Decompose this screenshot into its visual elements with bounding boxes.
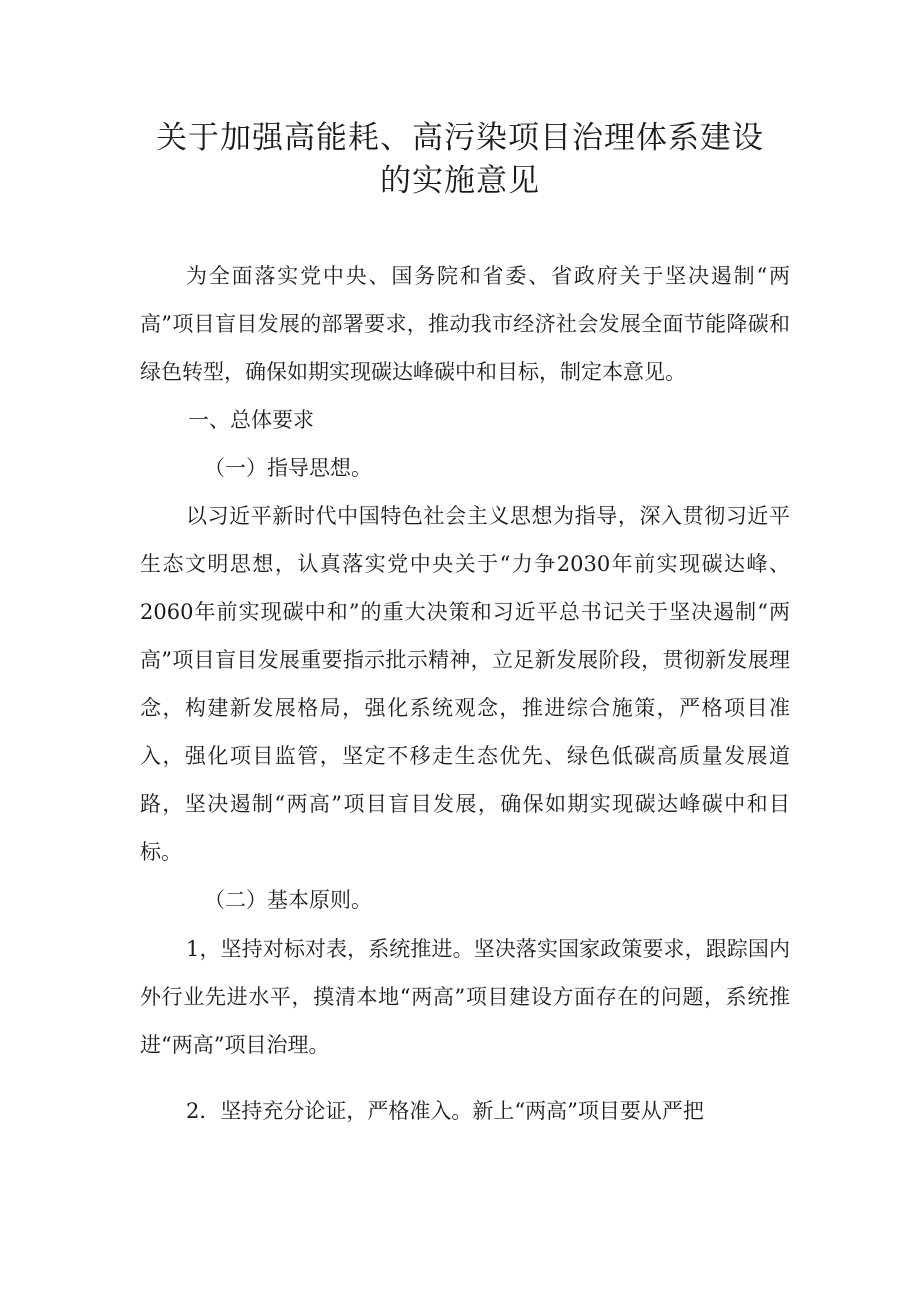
- intro-paragraph: 为全面落实党中央、国务院和省委、省政府关于坚决遏制“两高”项目盲目发展的部署要求，推动我市经济社会发展全面节能降碳和绿色转型，确保如期实现碳达峰碳中和目标，制定本意见。: [140, 264, 790, 384]
- principle-2-paragraph: 2．坚持充分论证，严格准入。新上“两高”项目要从严把: [186, 1099, 704, 1123]
- subsection-heading-basic-principles: （二）基本原则。: [204, 888, 372, 912]
- subsection-heading-guiding-ideology: （一）指导思想。: [204, 456, 372, 480]
- principle-1-paragraph: 1，坚持对标对表，系统推进。坚决落实国家政策要求，跟踪国内外行业先进水平，摸清本地“两高”项目建设方面存在的问题，系统推进“两高”项目治理。: [140, 937, 790, 1057]
- document-title-line-1: 关于加强高能耗、高污染项目治理体系建设: [156, 120, 764, 156]
- section-heading-overall-requirements: 一、总体要求: [188, 408, 314, 432]
- document-title-line-2: 的实施意见: [380, 163, 540, 199]
- guiding-ideology-paragraph: 以习近平新时代中国特色社会主义思想为指导，深入贯彻习近平生态文明思想，认真落实党中央关于“力争2030年前实现碳达峰、2060年前实现碳中和”的重大决策和习近平总书记关于坚决遏制“两高”项目盲目发展重要指示批示精神，立足新发展阶段，贯彻新发展理念，构建新发展格局，强化系统观念，推进综合施策，严格项目准入，强化项目监管，坚定不移走生态优先、绿色低碳高质量发展道路，坚决遏制“两高”项目盲目发展，确保如期实现碳达峰碳中和目标。: [140, 504, 790, 864]
